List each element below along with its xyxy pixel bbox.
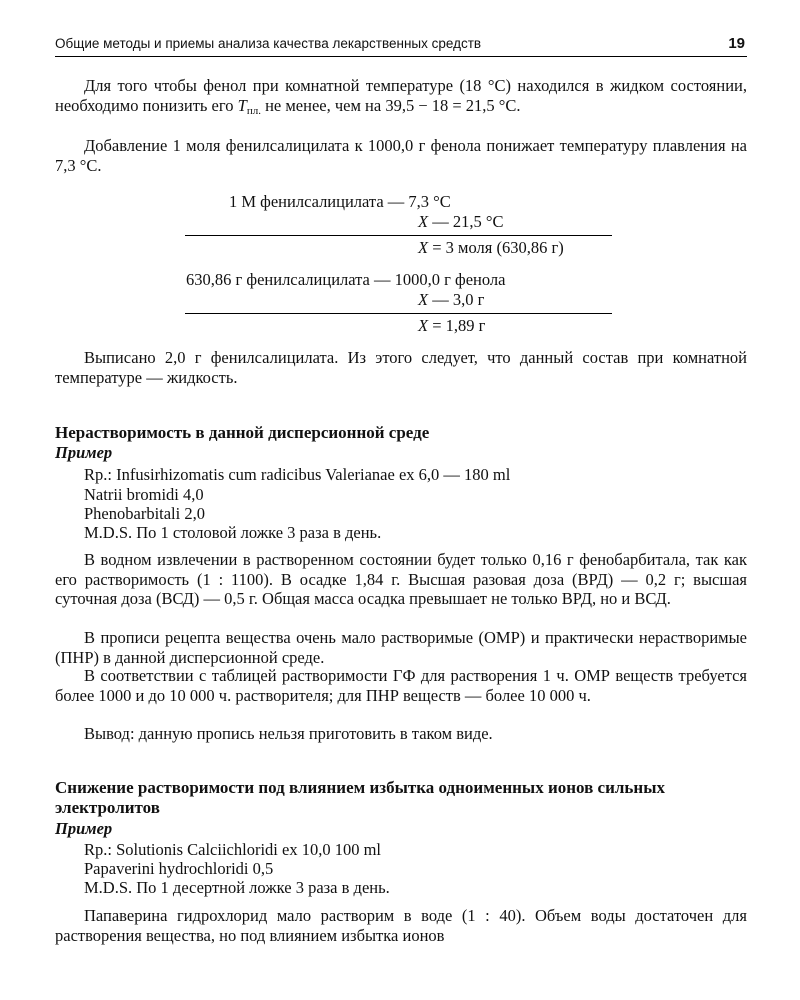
section1-paragraph-4: Вывод: данную пропись нельзя приготовить в таком виде.	[84, 724, 493, 743]
section1-rx-line-3: Phenobarbitali 2,0	[84, 504, 205, 523]
calc1-result: X = 3 моля (630,86 г)	[418, 238, 564, 257]
intro-paragraph-2: Добавление 1 моля фенилсалицилата к 1000,0 г фенола понижает температуру плавления на 7,3 °С.	[55, 136, 747, 175]
section2-paragraph-1: Папаверина гидрохлорид мало растворим в воде (1 : 40). Объем воды достаточен для растворения вещества, но под влиянием избытка ионов	[55, 906, 747, 945]
calc1-line1: 1 М фенилсалицилата — 7,3 °С	[229, 192, 451, 211]
section1-paragraph-1: В водном извлечении в растворенном состоянии будет только 0,16 г фенобарбитала, так как его растворимость (1 : 1100). В осадке 1,84 г. Высшая разовая доза (ВРД) — 0,2 г; высшая суточная доза (ВСД) — 0,5 г. Общая масса осадка превышает не только ВРД, но и ВСД.	[55, 550, 747, 608]
intro-paragraph-1: Для того чтобы фенол при комнатной температуре (18 °С) находился в жидком состоянии, необходимо понизить его $T_{пл.}$ не менее, чем на 39,5 − 18 = 21,5 °С.	[55, 76, 747, 117]
section1-rx-line-1: Rp.: Infusirhizomatis cum radicibus Valerianae ex 6,0 — 180 ml	[84, 465, 511, 484]
calc1-line2: X — 21,5 °С	[418, 212, 504, 231]
t-subscript: пл.	[246, 104, 261, 117]
section1-paragraph-3: В соответствии с таблицей растворимости ГФ для растворения 1 ч. ОМР веществ требуется более 1000 и до 10 000 ч. растворителя; для ПНР веществ — более 10 000 ч.	[55, 666, 747, 705]
section1-rx-line-2: Natrii bromidi 4,0	[84, 485, 204, 504]
section1-rx-line-4: M.D.S. По 1 столовой ложке 3 раза в день.	[84, 523, 382, 542]
calc1-fraction-rule	[185, 235, 612, 236]
calc2-result: X = 1,89 г	[418, 316, 486, 335]
section1-paragraph-2: В прописи рецепта вещества очень мало растворимые (ОМР) и практически нерастворимые (ПНР) в данной дисперсионной среде.	[55, 628, 747, 667]
running-header	[55, 32, 747, 57]
section2-rx-line-1: Rp.: Solutionis Calciichloridi ex 10,0 100 ml	[84, 840, 381, 859]
section1-heading: Нерастворимость в данной дисперсионной среде	[55, 423, 430, 442]
conclusion-paragraph: Выписано 2,0 г фенилсалицилата. Из этого следует, что данный состав при комнатной температуре — жидкость.	[55, 348, 747, 387]
section2-example-label: Пример	[55, 819, 113, 838]
calc2-line2: X — 3,0 г	[418, 290, 485, 309]
running-title: Общие методы и приемы анализа качества лекарственных средств	[55, 36, 482, 51]
section2-rx-line-3: M.D.S. По 1 десертной ложке 3 раза в день.	[84, 878, 390, 897]
calc2-fraction-rule	[185, 313, 612, 314]
t-symbol: T	[237, 95, 247, 115]
page-number: 19	[728, 35, 745, 52]
section2-heading: Снижение растворимости под влиянием избытка одноименных ионов сильных электролитов	[55, 778, 665, 817]
section2-rx-line-2: Papaverini hydrochloridi 0,5	[84, 859, 274, 878]
calc2-line1: 630,86 г фенилсалицилата — 1000,0 г фенола	[186, 270, 506, 289]
section1-example-label: Пример	[55, 443, 113, 462]
